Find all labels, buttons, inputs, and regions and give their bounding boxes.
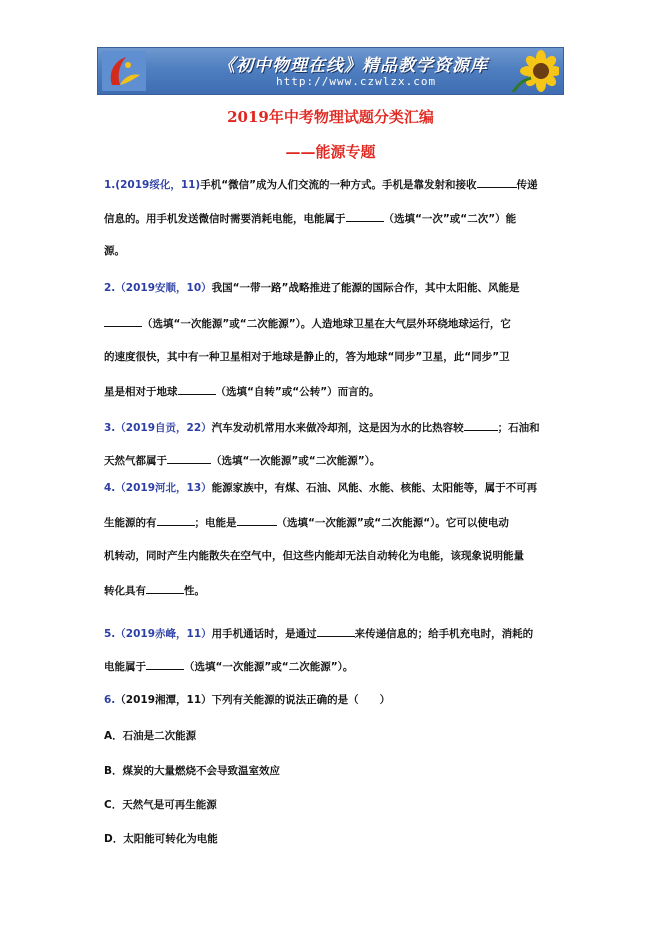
- question-6-source: 6.: [104, 694, 116, 706]
- question-5-source: 5.（2019赤峰，11）: [104, 628, 212, 640]
- question-3-line-2: 天然气都属于 （选填“一次能源”或“二次能源”）。: [104, 455, 381, 467]
- answer-blank: [178, 384, 216, 395]
- answer-blank: [346, 211, 384, 222]
- question-1-line-2: 信息的。用手机发送微信时需要消耗电能，电能属于 （选填“一次”或“二次”）能: [104, 213, 517, 225]
- answer-blank: [146, 583, 184, 594]
- question-1-source: 1.(2019绥化，11): [104, 179, 201, 191]
- question-1-line-1: 1.(2019绥化，11)手机“微信”成为人们交流的一种方式。手机是靠发射和接收 传递: [104, 179, 538, 191]
- question-4-line-2: 生能源的有 ；电能是 （选填“一次能源”或“二次能源“）。它可以使电动: [104, 517, 509, 529]
- header-banner: [97, 47, 564, 95]
- option-c: C．天然气是可再生能源: [104, 799, 217, 811]
- answer-blank: [237, 515, 277, 526]
- question-4-line-3: 机转动，同时产生内能散失在空气中，但这些内能却无法自动转化为电能，该现象说明能量: [104, 550, 524, 562]
- question-4-line-1: 4.（2019河北，13）能源家族中，有煤、石油、风能、水能、核能、太阳能等，属于不可再: [104, 482, 538, 494]
- question-5-line-1: 5.（2019赤峰，11）用手机通话时，是通过 来传递信息的；给手机充电时，消耗的: [104, 628, 534, 640]
- banner-url: http://www.czwlzx.com: [276, 75, 437, 88]
- question-4-line-4: 转化具有 性。: [104, 585, 205, 597]
- question-2-line-1: 2.（2019安顺，10）我国“一带一路”战略推进了能源的国际合作，其中太阳能、风能是: [104, 282, 520, 294]
- answer-blank: [146, 659, 184, 670]
- question-2-line-4: 星是相对于地球 （选填“自转”或“公转”）而言的。: [104, 386, 380, 398]
- answer-blank: [317, 626, 355, 637]
- document-title: 2019年中考物理试题分类汇编: [227, 108, 434, 126]
- question-1-line-3: 源。: [104, 245, 125, 257]
- question-3-source: 3.（2019自贡，22）: [104, 422, 212, 434]
- question-2-line-2: （选填“一次能源”或“二次能源”）。人造地球卫星在大气层外环绕地球运行，它: [104, 316, 511, 331]
- question-2-line-3: 的速度很快，其中有一种卫星相对于地球是静止的，答为地球“同步”卫星，此“同步”卫: [104, 351, 510, 363]
- question-4-source: 4.（2019河北，13）: [104, 482, 212, 494]
- sunflower-icon: [511, 50, 559, 92]
- question-3-line-1: 3.（2019自贡，22）汽车发动机常用水来做冷却剂，这是因为水的比热容较 ；石油和: [104, 422, 540, 434]
- answer-blank: [464, 420, 498, 431]
- option-b: B．煤炭的大量燃烧不会导致温室效应: [104, 765, 281, 777]
- question-5-line-2: 电能属于 （选填“一次能源”或“二次能源”）。: [104, 661, 354, 673]
- answer-blank: [157, 515, 195, 526]
- question-2-source: 2.（2019安顺，10）: [104, 282, 212, 294]
- option-d: D．太阳能可转化为电能: [104, 833, 218, 845]
- option-a: A．石油是二次能源: [104, 730, 197, 742]
- document-subtitle: ——能源专题: [285, 143, 376, 161]
- banner-title: 《初中物理在线》精品教学资源库: [218, 56, 488, 76]
- answer-blank: [167, 453, 211, 464]
- logo-icon: [102, 51, 146, 91]
- answer-blank: [477, 177, 517, 188]
- answer-blank: [104, 316, 142, 327]
- question-6-stem: 6.（2019湘潭，11）下列有关能源的说法正确的是（ ）: [104, 694, 391, 706]
